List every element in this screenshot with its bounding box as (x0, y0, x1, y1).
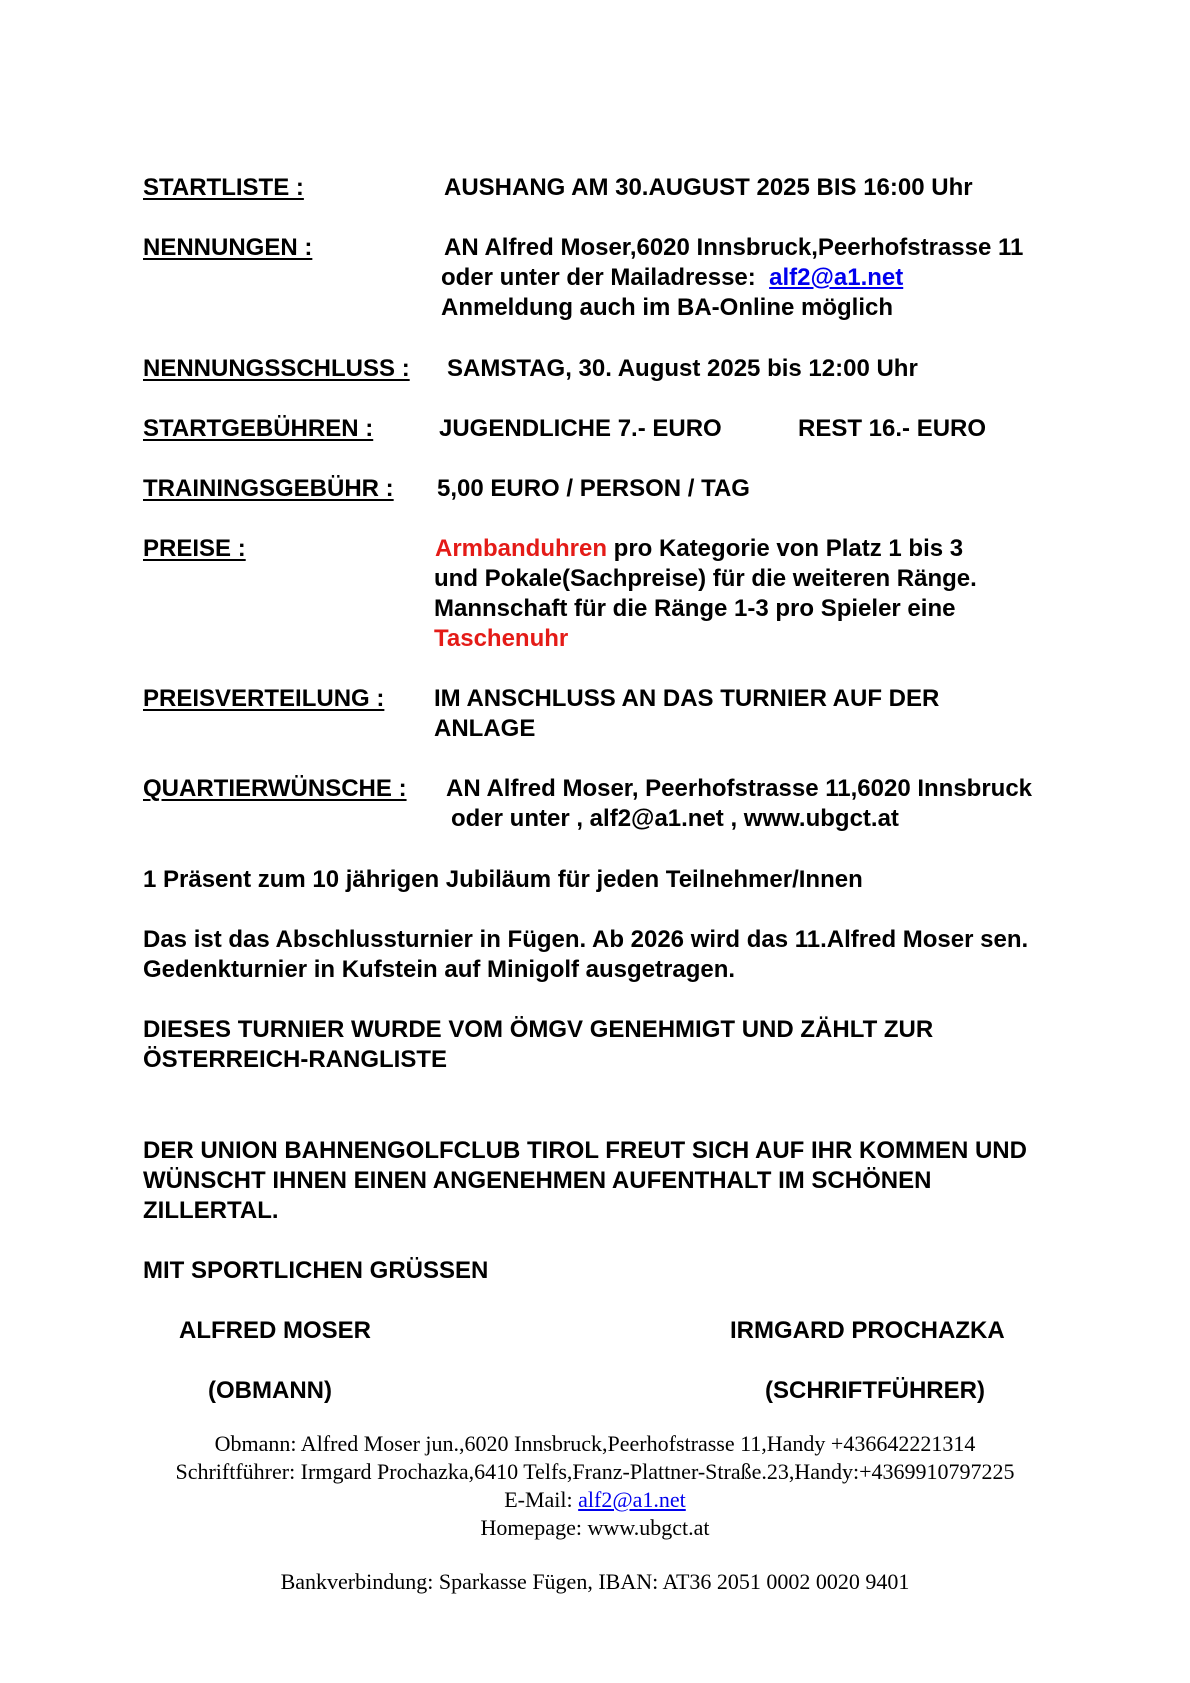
signature-left-role: (OBMANN) (208, 1377, 332, 1404)
gruss-line1: DER UNION BAHNENGOLFCLUB TIROL FREUT SICH AUF IHR KOMMEN UND (143, 1137, 1027, 1164)
startliste-value: AUSHANG AM 30.AUGUST 2025 BIS 16:00 Uhr (444, 174, 973, 201)
gruesse-text: MIT SPORTLICHEN GRÜSSEN (143, 1257, 489, 1284)
preise-label: PREISE : (143, 535, 246, 562)
preise-highlight-armbanduhren: Armbanduhren (435, 535, 608, 562)
footer-bank: Bankverbindung: Sparkasse Fügen, IBAN: AT36 2051 0002 0020 9401 (280, 1569, 910, 1594)
genehmigt-line1: DIESES TURNIER WURDE VOM ÖMGV GENEHMIGT UND ZÄHLT ZUR (143, 1016, 934, 1043)
trainingsgebuehr-value: 5,00 EURO / PERSON / TAG (437, 475, 750, 502)
nennungen-line3: Anmeldung auch im BA-Online möglich (441, 294, 894, 321)
praesent-text: 1 Präsent zum 10 jährigen Jubiläum für jeden Teilnehmer/Innen (143, 866, 863, 893)
abschluss-line2: Gedenkturnier in Kufstein auf Minigolf ausgetragen. (143, 956, 736, 983)
quartierwuensche-label: QUARTIERWÜNSCHE : (143, 775, 407, 802)
startliste-label: STARTLISTE : (143, 174, 304, 201)
signature-right-name: IRMGARD PROCHAZKA (730, 1317, 1005, 1344)
footer-email-prefix: E-Mail: (504, 1487, 573, 1512)
startgebuehren-youth: JUGENDLICHE 7.- EURO (439, 415, 722, 442)
startgebuehren-label: STARTGEBÜHREN : (143, 415, 374, 442)
nennungen-label: NENNUNGEN : (143, 234, 313, 261)
preise-line3: Mannschaft für die Ränge 1-3 pro Spieler eine (434, 595, 956, 622)
preisverteilung-label: PREISVERTEILUNG : (143, 685, 385, 712)
trainingsgebuehr-label: TRAININGSGEBÜHR : (143, 475, 394, 502)
footer-homepage: Homepage: www.ubgct.at (480, 1515, 710, 1540)
startgebuehren-rest: REST 16.- EURO (798, 415, 987, 442)
footer-email-link[interactable]: alf2@a1.net (578, 1487, 686, 1512)
preise-highlight-taschenuhr: Taschenuhr (434, 625, 569, 652)
nennungen-line2-prefix: oder unter der Mailadresse: (441, 264, 756, 291)
signature-left-name: ALFRED MOSER (179, 1317, 371, 1344)
nennungen-email-link[interactable]: alf2@a1.net (769, 264, 904, 291)
quartierwuensche-line2: oder unter , alf2@a1.net , www.ubgct.at (451, 805, 899, 832)
preisverteilung-line1: IM ANSCHLUSS AN DAS TURNIER AUF DER (434, 685, 940, 712)
signature-right-role: (SCHRIFTFÜHRER) (765, 1377, 985, 1404)
gruss-line3: ZILLERTAL. (143, 1197, 279, 1224)
nennungsschluss-value: SAMSTAG, 30. August 2025 bis 12:00 Uhr (447, 355, 918, 382)
abschluss-line1: Das ist das Abschlussturnier in Fügen. Ab 2026 wird das 11.Alfred Moser sen. (143, 926, 1029, 953)
genehmigt-line2: ÖSTERREICH-RANGLISTE (143, 1046, 448, 1073)
footer-email-line (0, 1486, 1190, 1514)
footer-schriftfuehrer: Schriftführer: Irmgard Prochazka,6410 Telfs,Franz-Plattner-Straße.23,Handy:+4369910797225 (175, 1459, 1015, 1484)
preise-line2: und Pokale(Sachpreise) für die weiteren Ränge. (434, 565, 977, 592)
footer-obmann: Obmann: Alfred Moser jun.,6020 Innsbruck,Peerhofstrasse 11,Handy +436642221314 (214, 1431, 976, 1456)
quartierwuensche-line1: AN Alfred Moser, Peerhofstrasse 11,6020 Innsbruck (446, 775, 1033, 802)
nennungen-line1: AN Alfred Moser,6020 Innsbruck,Peerhofstrasse 11 (444, 234, 1024, 261)
nennungsschluss-label: NENNUNGSSCHLUSS : (143, 355, 410, 382)
preise-line1-rest: pro Kategorie von Platz 1 bis 3 (607, 535, 964, 562)
preisverteilung-line2: ANLAGE (434, 715, 536, 742)
preise-line1 (435, 534, 963, 564)
nennungen-line2 (441, 263, 903, 293)
gruss-line2: WÜNSCHT IHNEN EINEN ANGENEHMEN AUFENTHALT IM SCHÖNEN (143, 1167, 932, 1194)
